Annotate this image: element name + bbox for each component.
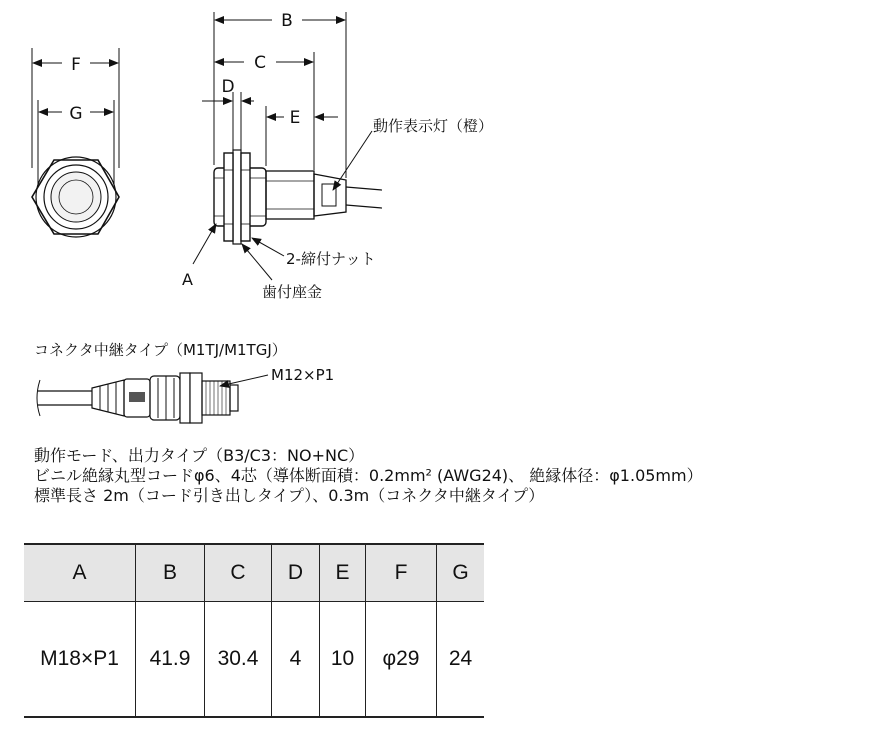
cable-bushing bbox=[314, 174, 346, 216]
header-f: F bbox=[366, 544, 437, 602]
indicator-label: 動作表示灯（橙） bbox=[373, 117, 494, 135]
dim-f-label: F bbox=[71, 55, 81, 75]
connector-drawing bbox=[37, 373, 238, 423]
nut-label: 2-締付ナット bbox=[286, 250, 376, 268]
indicator-leader bbox=[333, 131, 372, 190]
rear-nut bbox=[241, 153, 250, 241]
indicator-window bbox=[322, 184, 336, 206]
dimension-table bbox=[24, 543, 484, 718]
dim-e bbox=[266, 106, 338, 166]
sensing-face bbox=[51, 172, 101, 222]
front-view bbox=[32, 157, 119, 237]
dim-a-leader bbox=[193, 224, 216, 264]
header-c: C bbox=[205, 544, 272, 602]
toothed-washer bbox=[233, 150, 241, 244]
header-g: G bbox=[437, 544, 485, 602]
header-a: A bbox=[24, 544, 136, 602]
note-length: 標準長さ 2m（コード引き出しタイプ）、0.3m（コネクタ中継タイプ） bbox=[34, 486, 545, 505]
note-operation-mode: 動作モード、出力タイプ（B3/C3：NO+NC） bbox=[34, 446, 365, 465]
cell-a: M18×P1 bbox=[24, 602, 136, 718]
cell-d: 4 bbox=[272, 602, 320, 718]
note-cable: ビニル絶縁丸型コードφ6、4芯（導体断面積：0.2mm² (AWG24)、 絶縁体径：φ1.05mm） bbox=[34, 466, 703, 485]
cell-c: 30.4 bbox=[205, 602, 272, 718]
rear-body bbox=[266, 171, 314, 219]
header-e: E bbox=[320, 544, 366, 602]
washer-label: 歯付座金 bbox=[262, 283, 323, 301]
side-view bbox=[214, 150, 382, 244]
connector-thread-label: M12×P1 bbox=[271, 366, 335, 384]
cell-g: 24 bbox=[437, 602, 485, 718]
header-d: D bbox=[272, 544, 320, 602]
cell-b: 41.9 bbox=[136, 602, 205, 718]
table-row bbox=[24, 602, 484, 718]
dim-b-label: B bbox=[281, 11, 293, 31]
cell-e: 10 bbox=[320, 602, 366, 718]
washer-leader bbox=[242, 244, 272, 280]
dim-d-label: D bbox=[221, 77, 235, 97]
spec-notes bbox=[34, 446, 703, 506]
dim-e-label: E bbox=[289, 108, 301, 128]
connector-title: コネクタ中継タイプ（M1TJ/M1TGJ） bbox=[34, 341, 287, 359]
dim-g-label: G bbox=[69, 104, 83, 124]
front-nut bbox=[224, 153, 233, 241]
table-header-row bbox=[24, 544, 484, 602]
cell-f: φ29 bbox=[366, 602, 437, 718]
dim-d bbox=[202, 92, 254, 150]
dim-a-label: A bbox=[182, 270, 193, 289]
header-b: B bbox=[136, 544, 205, 602]
nut-leader bbox=[252, 238, 284, 256]
dim-c-label: C bbox=[254, 53, 266, 73]
